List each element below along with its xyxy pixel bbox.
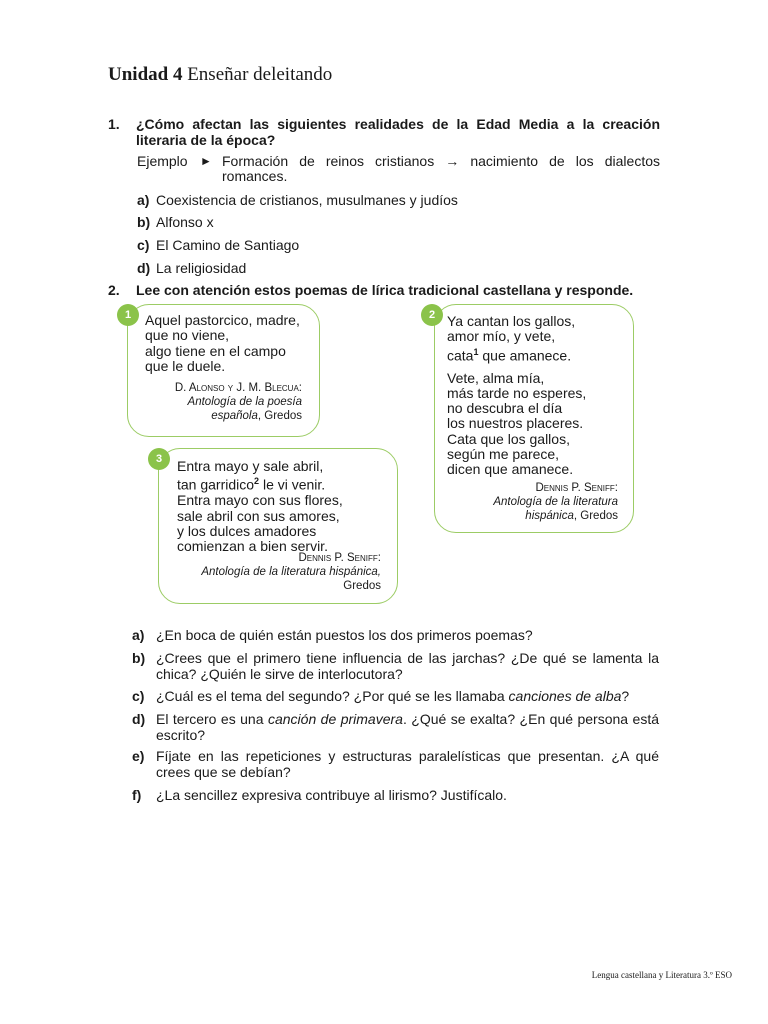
option-letter: b) <box>137 214 151 230</box>
subquestion-e <box>132 748 659 780</box>
poem-line: algo tiene en el campo <box>145 342 286 359</box>
example-label: Ejemplo <box>137 153 188 169</box>
poem-line: que no viene, <box>145 327 230 344</box>
poem-3-text <box>177 459 343 554</box>
poem-line: Entra mayo y sale abril, <box>177 458 324 474</box>
poem-number-badge: 3 <box>148 448 170 470</box>
example-text: Formación de reinos cristianos → nacimiento de los dialectos romances. <box>222 153 660 184</box>
option-letter: d) <box>137 260 151 276</box>
subquestion-letter: c) <box>132 688 145 704</box>
poem-3-source <box>170 551 381 593</box>
option-text: Coexistencia de cristianos, musulmanes y judíos <box>156 192 458 208</box>
subquestion-text <box>156 688 659 704</box>
poem-word: le vi venir. <box>259 476 326 493</box>
subquestion-letter: a) <box>132 627 145 643</box>
subquestion-text: Fíjate en las repeticiones y estructuras paralelísticas que presentan. ¿A qué crees que se debían? <box>156 748 659 780</box>
poem-1-text <box>145 313 300 374</box>
subquestion-letter: f) <box>132 787 142 803</box>
text-run: ¿Cuál es el tema del segundo? ¿Por qué se les llamaba <box>156 688 509 704</box>
source-work: Antología de la literatura hispánica, <box>201 566 381 578</box>
source-publisher: , Gredos <box>573 510 618 522</box>
subquestion-a <box>132 627 659 643</box>
footnote-marker: 1 <box>473 346 479 357</box>
page-footer: Lengua castellana y Literatura 3.º ESO <box>591 970 732 980</box>
text-run-italic: canción de primavera <box>267 711 403 727</box>
question-2 <box>108 282 660 298</box>
poem-line: Entra mayo con sus flores, <box>177 492 343 509</box>
option-letter: a) <box>137 192 150 208</box>
question-text: ¿Cómo afectan las siguientes realidades de la Edad Media a la creación literaria de la época? <box>136 116 660 148</box>
option-d <box>137 260 246 276</box>
poem-line: más tarde no esperes, <box>447 384 587 401</box>
poem-word: cata <box>447 347 474 364</box>
source-work: Antología de la poesía <box>187 396 302 408</box>
unit-label: Unidad 4 <box>108 64 183 85</box>
subquestion-b <box>132 650 659 682</box>
source-publisher: Gredos <box>343 580 381 592</box>
poem-line: que le duele. <box>145 357 226 374</box>
poem-line: dicen que amanece. <box>447 461 574 478</box>
example <box>137 154 660 184</box>
text-run-italic: canciones de alba <box>508 688 622 704</box>
poem-line: amor mío, y vete, <box>447 328 556 345</box>
poem-number-badge: 1 <box>117 304 139 326</box>
subquestion-text <box>156 711 659 743</box>
subquestion-text: ¿En boca de quién están puestos los dos primeros poemas? <box>156 627 533 643</box>
poem-2-source <box>444 481 618 523</box>
option-text: El Camino de Santiago <box>156 237 300 253</box>
source-work: Antología de la literatura <box>493 496 618 508</box>
subquestion-text: ¿Crees que el primero tiene influencia de las jarchas? ¿De qué se lamenta la chica? ¿Quién le sirve de interlocutora? <box>156 650 659 682</box>
poem-2-text <box>447 314 586 478</box>
text-run: El tercero es una <box>156 711 268 727</box>
triangle-right-icon: ► <box>200 154 212 168</box>
poem-line <box>177 474 343 493</box>
option-letter: c) <box>137 237 150 253</box>
subquestion-letter: e) <box>132 748 145 764</box>
poem-line: Cata que los gallos, <box>447 430 570 447</box>
question-number: 1. <box>108 116 120 132</box>
poem-line: y los dulces amadores <box>177 522 317 539</box>
subquestion-c <box>132 688 659 704</box>
option-text: La religiosidad <box>156 260 247 276</box>
poem-line: según me parece, <box>447 446 560 463</box>
poem-line: Aquel pastorcico, madre, <box>145 312 300 328</box>
poem-line: no descubra el día <box>447 400 563 417</box>
source-author: Dennis P. Seniff: <box>535 482 618 494</box>
footnote-marker: 2 <box>254 476 260 487</box>
poem-1-source <box>140 381 302 423</box>
subquestion-text: ¿La sencillez expresiva contribuye al lirismo? Justifícalo. <box>156 787 507 803</box>
poem-word: tan garridico <box>177 476 255 493</box>
poem-line: Vete, alma mía, <box>447 369 545 386</box>
poem-number-badge: 2 <box>421 304 443 326</box>
option-a <box>137 192 458 208</box>
question-text: Lee con atención estos poemas de lírica tradicional castellana y responde. <box>136 282 634 298</box>
poem-line: Ya cantan los gallos, <box>447 313 576 329</box>
option-text: Alfonso x <box>156 214 214 230</box>
poem-line <box>447 345 586 364</box>
question-number: 2. <box>108 282 120 298</box>
subquestion-letter: d) <box>132 711 146 727</box>
unit-title: Enseñar deleitando <box>187 64 333 85</box>
source-work-cont: hispánica <box>525 510 574 522</box>
option-c <box>137 237 299 253</box>
text-run: ? <box>621 688 630 704</box>
subquestion-f <box>132 787 659 803</box>
subquestion-letter: b) <box>132 650 146 666</box>
source-publisher: , Gredos <box>257 410 302 422</box>
poem-word: que amanece. <box>478 347 572 364</box>
poem-line: los nuestros placeres. <box>447 415 584 432</box>
poem-line: comienzan a bien servir. <box>177 538 328 555</box>
source-author: D. Alonso y J. M. Blecua: <box>174 382 302 394</box>
source-author: Dennis P. Seniff: <box>298 552 381 564</box>
page-title <box>108 64 332 86</box>
option-b <box>137 214 214 230</box>
question-1 <box>108 116 660 148</box>
subquestion-d <box>132 711 659 743</box>
source-work-cont: española <box>211 410 258 422</box>
poem-line: sale abril con sus amores, <box>177 507 340 524</box>
text-run: . ¿Qué se exalta? ¿En qué persona está escrito? <box>156 711 659 743</box>
